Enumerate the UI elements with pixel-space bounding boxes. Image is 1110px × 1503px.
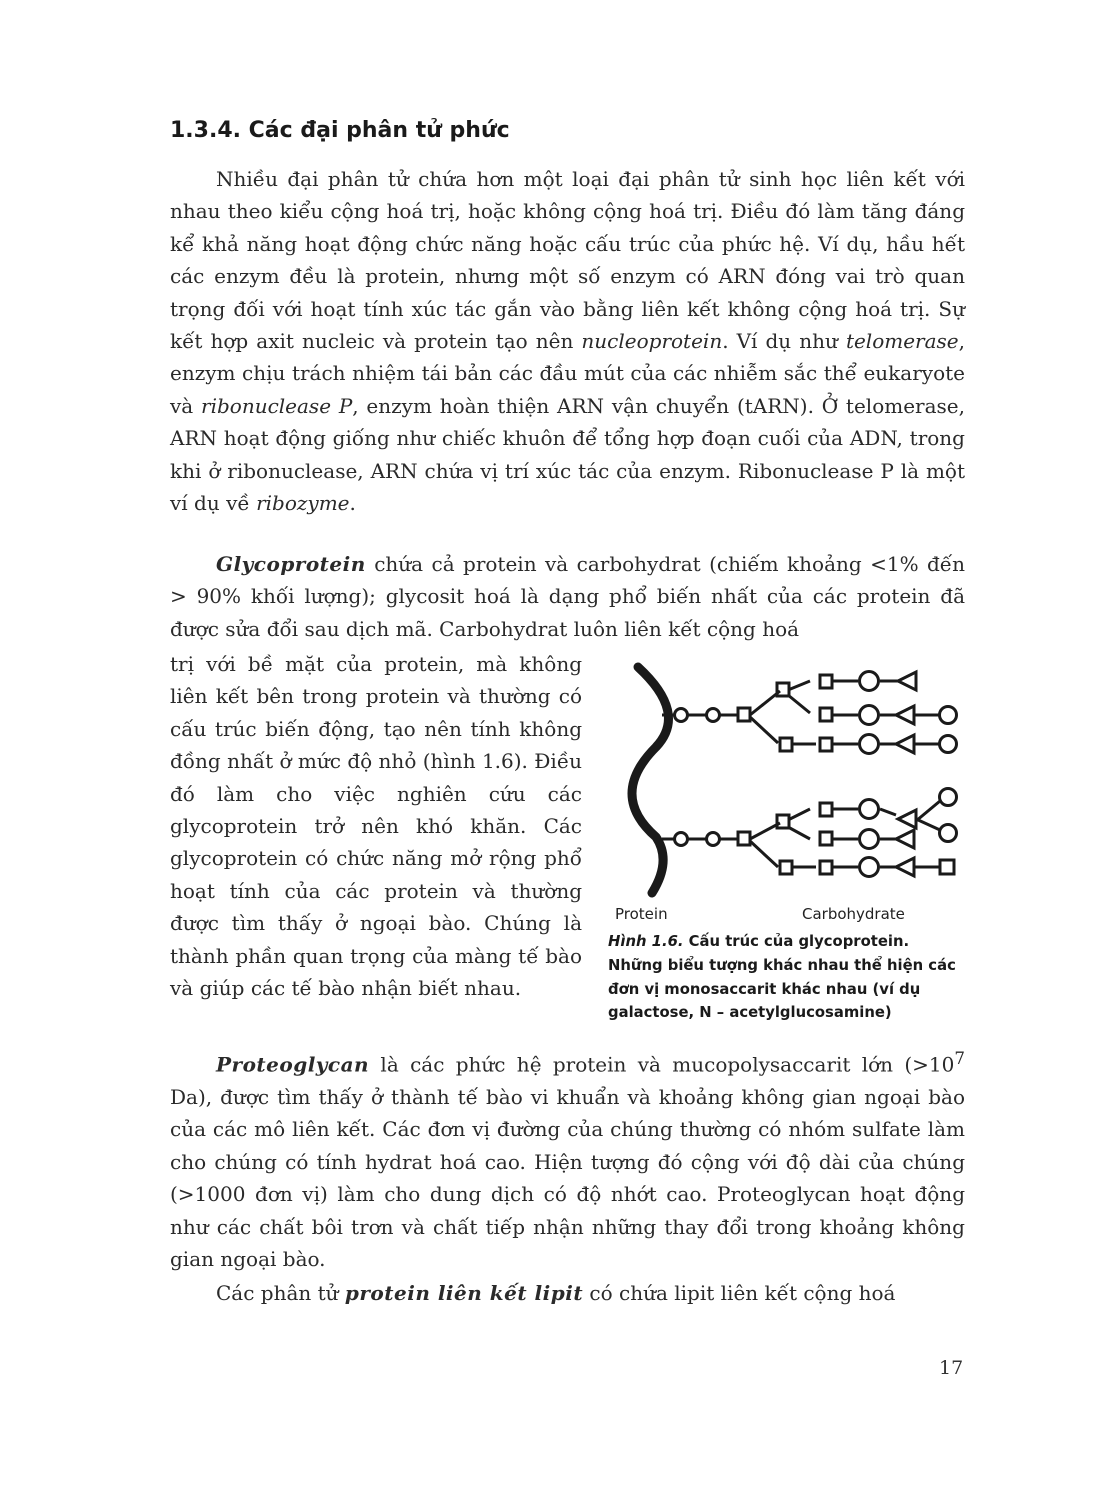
- monosaccharide-circle: [675, 833, 688, 846]
- text: , enzym chịu trách nhiệm tái bản các đầu mút của các nhiễm sắc thể eukaryote và: [170, 329, 965, 418]
- bond: [880, 809, 896, 815]
- bond: [750, 717, 778, 743]
- monosaccharide-square: [820, 675, 832, 688]
- monosaccharide-circle: [860, 858, 879, 877]
- caption-title: Hình 1.6.: [608, 933, 684, 950]
- paragraph-lipid-linked-protein: [170, 1277, 965, 1309]
- text: Nhiều đại phân tử chứa hơn một loại đại phân tử sinh học liên kết với nhau theo kiểu cộng hoá trị, hoặc không cộng hoá trị. Điều đó làm tăng đáng kể khả năng hoạt động chức năng hoặc cấu trúc của phức hệ. Ví dụ, hầu hết các enzym đều là protein, nhưng một số enzym có ARN đóng vai trò quan trọng đối với hoạt tính xúc tác gắn vào bằng liên kết không cộng hoá trị. Sự kết hợp axit nucleic và protein tạo nên: [170, 167, 965, 354]
- text: , enzym hoàn thiện ARN vận chuyển (tARN). Ở telomerase, ARN hoạt động giống như chiếc khuôn để tổng hợp đoạn cuối của ADN, trong khi ở ribonuclease, ARN chứa vị trí xúc tác của enzym. Ribonuclease P là một ví dụ về: [170, 393, 965, 516]
- term-proteoglycan: Proteoglycan: [216, 1052, 370, 1077]
- protein-backbone: [632, 667, 668, 893]
- figure-glycoprotein: [600, 655, 975, 1035]
- monosaccharide-circle: [860, 672, 879, 691]
- monosaccharide-circle: [860, 830, 879, 849]
- section-heading: 1.3.4. Các đại phân tử phức: [170, 118, 510, 143]
- label-carbohydrate: Carbohydrate: [802, 905, 905, 923]
- term-lipid-linked-protein: protein liên kết lipit: [344, 1281, 584, 1305]
- monosaccharide-circle: [940, 736, 957, 753]
- monosaccharide-triangle: [898, 810, 916, 828]
- monosaccharide-square: [820, 803, 832, 816]
- term-nucleoprotein: nucleoprotein: [581, 329, 723, 354]
- monosaccharide-triangle: [896, 858, 914, 876]
- monosaccharide-circle: [940, 789, 957, 806]
- monosaccharide-square: [820, 708, 832, 721]
- monosaccharide-circle: [707, 709, 720, 722]
- bond: [916, 819, 940, 830]
- monosaccharide-square: [780, 738, 792, 751]
- monosaccharide-circle: [940, 707, 957, 724]
- monosaccharide-square: [738, 832, 750, 845]
- paragraph-complex-macromolecules: [170, 163, 965, 519]
- glycoprotein-diagram: [600, 655, 975, 905]
- bond: [788, 809, 810, 820]
- bond: [788, 827, 810, 839]
- monosaccharide-square: [780, 861, 792, 874]
- monosaccharide-square: [820, 861, 832, 874]
- monosaccharide-square: [820, 738, 832, 751]
- text: chứa cả protein và carbohydrat (chiếm khoảng <1% đến > 90% khối lượng); glycosit hoá là dạng phổ biến nhất của các protein đã được sửa đổi sau dịch mã. Carbohydrat luôn liên kết cộng hoá: [170, 552, 965, 641]
- text: là các phức hệ protein và mucopolysaccarit lớn (>10: [369, 1052, 955, 1077]
- bond: [916, 801, 940, 821]
- text: . Ví dụ như: [722, 329, 846, 354]
- term-ribozyme: ribozyme: [256, 491, 350, 516]
- figure-caption: [608, 930, 968, 1025]
- monosaccharide-triangle: [896, 706, 914, 724]
- text: Da), được tìm thấy ở thành tế bào vi khuẩn và khoảng không gian ngoại bào của các mô liên kết. Các đơn vị đường của chúng thường có nhóm sulfate làm cho chúng có tính hydrat hoá cao. Hiện tượng đó cộng với độ dài của chúng (>1000 đơn vị) làm cho dung dịch có độ nhớt cao. Proteoglycan hoạt động như các chất bôi trơn và chất tiếp nhận những thay đổi trong khoảng không gian ngoại bào.: [170, 1085, 965, 1272]
- monosaccharide-circle: [860, 735, 879, 754]
- monosaccharide-circle: [860, 800, 879, 819]
- paragraph-glycoprotein-continued: trị với bề mặt của protein, mà không liên kết bên trong protein và thường có cấu trúc biến động, tạo nên tính không đồng nhất ở mức độ nhỏ (hình 1.6). Điều đó làm cho việc nghiên cứu các glycoprotein trở nên khó khăn. Các glycoprotein có chức năng mở rộng phổ hoạt tính của các protein và thường được tìm thấy ở ngoại bào. Chúng là thành phần quan trọng của màng tế bào và giúp các tế bào nhận biết nhau.: [170, 652, 582, 1001]
- term-telomerase: telomerase: [845, 329, 959, 354]
- monosaccharide-square: [940, 860, 954, 874]
- term-glycoprotein: Glycoprotein: [216, 552, 366, 576]
- monosaccharide-circle: [675, 709, 688, 722]
- caption-text: Cấu trúc của glycoprotein. Những biểu tượng khác nhau thể hiện các đơn vị monosaccarit khác nhau (ví dụ galactose, N – acetylglucosamine): [608, 933, 956, 1022]
- bond: [788, 681, 810, 690]
- monosaccharide-circle: [707, 833, 720, 846]
- monosaccharide-circle: [860, 706, 879, 725]
- text: có chứa lipit liên kết cộng hoá: [583, 1281, 896, 1305]
- monosaccharide-triangle: [896, 830, 914, 848]
- page-number: 17: [939, 1357, 964, 1379]
- bond: [788, 695, 810, 713]
- bond: [750, 841, 778, 867]
- text: Các phân tử: [216, 1281, 345, 1305]
- paragraph-proteoglycan: [170, 1043, 965, 1276]
- monosaccharide-square: [820, 832, 832, 845]
- label-protein: Protein: [615, 905, 668, 923]
- monosaccharide-square: [738, 708, 750, 721]
- paragraph-glycoprotein: [170, 548, 965, 645]
- monosaccharide-triangle: [896, 735, 914, 753]
- text: .: [349, 491, 356, 516]
- monosaccharide-triangle: [898, 672, 916, 690]
- monosaccharide-circle: [940, 825, 957, 842]
- superscript: 7: [954, 1049, 965, 1068]
- monosaccharide-square: [777, 815, 789, 828]
- term-ribonuclease-p: ribonuclease P: [201, 393, 353, 418]
- monosaccharide-square: [777, 683, 789, 696]
